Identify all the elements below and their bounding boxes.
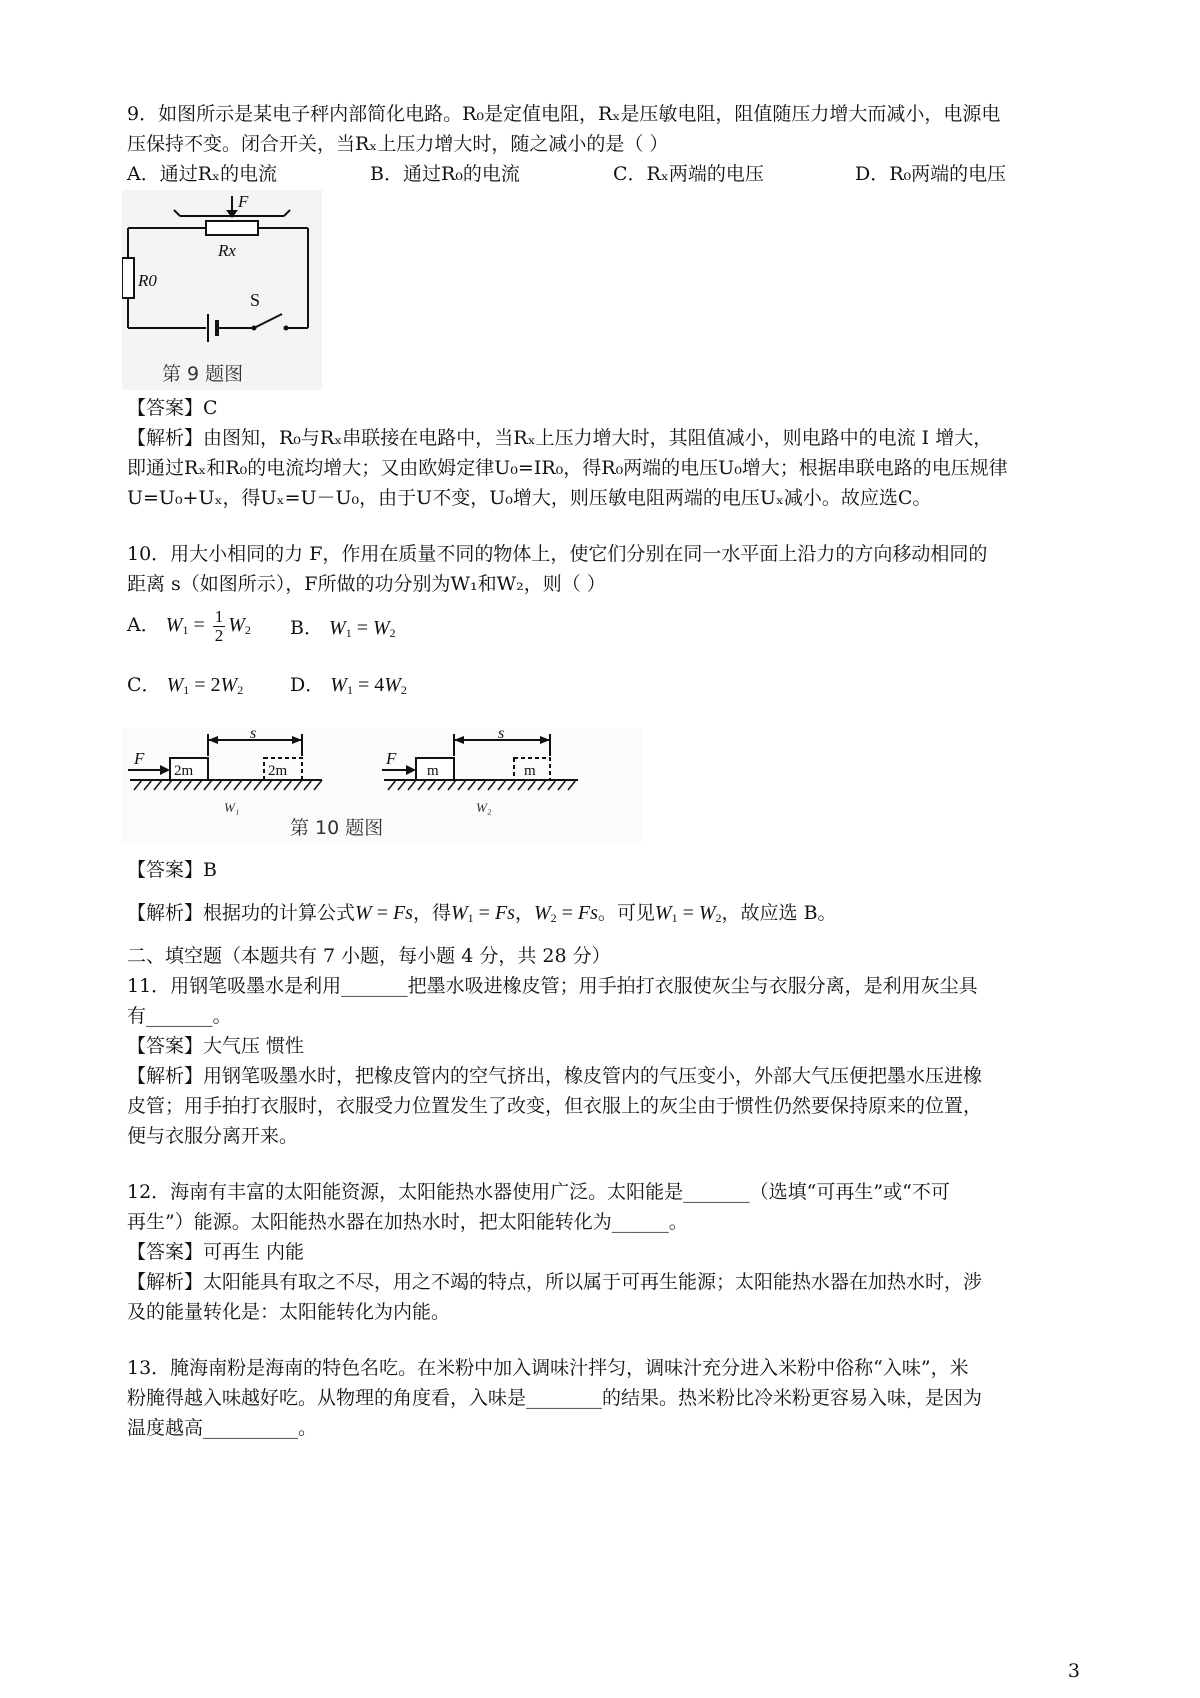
q10-option-b-formula: $W_1 = W_2$: [329, 617, 396, 640]
q10-option-a-formula: $W_1$ = $\frac{1}{2}$ $W_2$: [165, 607, 251, 645]
q13-stem-line1: 13．腌海南粉是海南的特色名吃。在米粉中加入调味汁拌匀，调味汁充分进入米粉中俗称“入味”，米: [127, 1357, 969, 1379]
q9-stem-line1: 9．如图所示是某电子秤内部简化电路。R₀是定值电阻，Rₓ是压敏电阻，阻值随压力增大而减小，电源电: [127, 103, 1001, 125]
q9-analysis-line1: 【解析】由图知，R₀与Rₓ串联接在电路中，当Rₓ上压力增大时，其阻值减小，则电路中的电流 I 增大，: [127, 427, 993, 449]
q10-stem-line1: 10．用大小相同的力 F，作用在质量不同的物体上，使它们分别在同一水平面上沿力的方向移动相同的: [127, 543, 988, 565]
q13-stem-line2: 粉腌得越入味越好吃。从物理的角度看，入味是________的结果。热米粉比冷米粉更容易入味，是因为: [127, 1387, 983, 1409]
figure-label-F: F: [238, 192, 249, 211]
q10-option-d-formula: $W_1 = 4W_2$: [330, 674, 407, 697]
q12-analysis-line1: 【解析】太阳能具有取之不尽，用之不竭的特点，所以属于可再生能源；太阳能热水器在加热水时，涉: [127, 1271, 983, 1293]
q10-figure-caption: 第 10 题图: [290, 817, 384, 839]
q9-option-b: B．通过R₀的电流: [370, 163, 520, 185]
q10-option-a: A． $W_1$ = $\frac{1}{2}$ $W_2$: [127, 607, 251, 645]
figure-label-s-right: s: [498, 728, 505, 742]
q12-answer: 【答案】可再生 内能: [127, 1241, 305, 1263]
block-2m-start: 2m: [174, 763, 194, 779]
q11-answer: 【答案】大气压 惯性: [127, 1035, 305, 1057]
q9-option-c: C．Rₓ两端的电压: [613, 163, 764, 185]
q10-option-d: D． $W_1 = 4W_2$: [290, 674, 407, 697]
q11-stem-line1: 11．用钢笔吸墨水是利用_______把墨水吸进橡皮管；用手拍打衣服使灰尘与衣服分离，是利用灰尘具: [127, 975, 978, 997]
figure-label-s-left: s: [250, 728, 257, 742]
q10-work-figure: [122, 728, 642, 843]
block-m-start: m: [427, 763, 439, 779]
q9-figure-caption: 第 9 题图: [162, 363, 244, 385]
q11-analysis-line1: 【解析】用钢笔吸墨水时，把橡皮管内的空气挤出，橡皮管内的气压变小，外部大气压便把墨水压进橡: [127, 1065, 983, 1087]
q10-stem-line2: 距离 s（如图所示），F所做的功分别为W₁和W₂，则（ ）: [127, 573, 606, 595]
q9-option-d: D．R₀两端的电压: [855, 163, 1007, 185]
q9-analysis-line2: 即通过Rₓ和R₀的电流均增大；又由欧姆定律U₀=IR₀，得R₀两端的电压U₀增大；根据串联电路的电压规律: [127, 457, 1008, 479]
q12-stem-line2: 再生”）能源。太阳能热水器在加热水时，把太阳能转化为______。: [127, 1211, 688, 1233]
section-title: 二、填空题（本题共有 7 小题，每小题 4 分，共 28 分）: [127, 945, 611, 967]
q11-analysis-line3: 便与衣服分离开来。: [127, 1125, 299, 1147]
block-2m-end: 2m: [268, 763, 288, 779]
page-number: 3: [1067, 1660, 1080, 1682]
figure-label-F-right: F: [386, 749, 397, 768]
formula-w2-fs: $W_2 = Fs$: [533, 902, 598, 925]
q12-analysis-line2: 及的能量转化是：太阳能转化为内能。: [127, 1301, 451, 1323]
q9-answer: 【答案】C: [127, 397, 218, 419]
q10-analysis: 【解析】根据功的计算公式W = Fs，得$W_1 = Fs$，$W_2 = Fs$。可见$W_1 = W_2$，故应选 B。: [127, 902, 837, 925]
figure-label-F-left: F: [134, 749, 145, 768]
figure-label-R0: R0: [138, 271, 157, 290]
q10-answer: 【答案】B: [127, 859, 217, 881]
q9-stem-line2: 压保持不变。闭合开关，当Rₓ上压力增大时，随之减小的是（ ）: [127, 133, 669, 155]
q11-stem-line2: 有_______。: [127, 1005, 232, 1027]
figure-label-S: S: [250, 290, 261, 310]
block-m-end: m: [524, 763, 536, 779]
formula-w-fs: W = Fs: [355, 902, 413, 924]
q9-option-a: A．通过Rₓ的电流: [127, 163, 278, 185]
figure-label-W1: W₁: [224, 800, 240, 815]
figure-label-Rx: Rx: [218, 241, 236, 260]
q9-circuit-figure: [122, 190, 322, 390]
q11-analysis-line2: 皮管；用手拍打衣服时，衣服受力位置发生了改变，但衣服上的灰尘由于惯性仍然要保持原来的位置，: [127, 1095, 983, 1117]
q9-analysis-line3: U=U₀+Uₓ，得Uₓ=U－U₀，由于U不变，U₀增大，则压敏电阻两端的电压Uₓ减小。故应选C。: [127, 487, 932, 509]
q10-option-c-formula: $W_1 = 2W_2$: [166, 674, 244, 697]
q10-option-c: C． $W_1 = 2W_2$: [127, 674, 244, 697]
formula-w1-fs: $W_1 = Fs$: [450, 902, 515, 925]
q10-option-b: B． $W_1 = W_2$: [290, 617, 396, 640]
formula-w1-eq-w2: $W_1 = W_2$: [654, 902, 722, 925]
figure-label-W2: W₂: [476, 800, 492, 815]
q12-stem-line1: 12．海南有丰富的太阳能资源，太阳能热水器使用广泛。太阳能是_______（选填“可再生”或“不可: [127, 1181, 950, 1203]
q13-stem-line3: 温度越高__________。: [127, 1417, 318, 1439]
